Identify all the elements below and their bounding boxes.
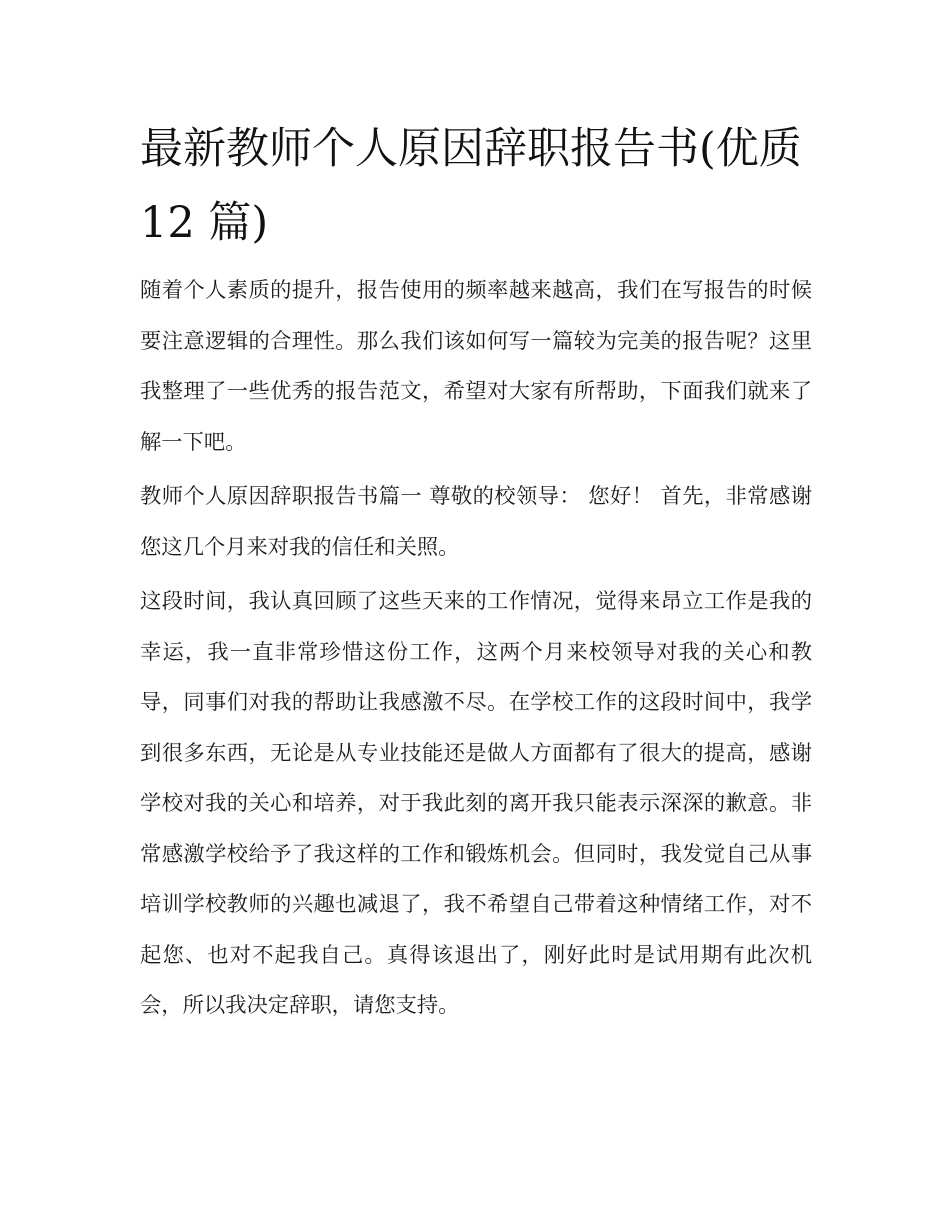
document-body (140, 112, 812, 1036)
document-title: 最新教师个人原因辞职报告书(优质 12 篇) (140, 124, 802, 248)
paragraph-salutation: 教师个人原因辞职报告书篇一 尊敬的校领导： 您好！ 首先，非常感谢您这几个月来对我的信任和关照。 (140, 484, 812, 560)
paragraph-intro: 随着个人素质的提升，报告使用的频率越来越高，我们在写报告的时候要注意逻辑的合理性。那么我们该如何写一篇较为完美的报告呢？这里我整理了一些优秀的报告范文，希望对大家有所帮助，下面我们就来了解一下吧。 (140, 278, 812, 455)
paragraph-body: 这段时间，我认真回顾了这些天来的工作情况，觉得来昂立工作是我的幸运，我一直非常珍惜这份工作，这两个月来校领导对我的关心和教导，同事们对我的帮助让我感激不尽。在学校工作的这段时间中，我学到很多东西，无论是从专业技能还是做人方面都有了很大的提高，感谢学校对我的关心和培养，对于我此刻的离开我只能表示深深的歉意。非常感激学校给予了我这样的工作和锻炼机会。但同时，我发觉自己从事培训学校教师的兴趣也减退了，我不希望自己带着这种情绪工作，对不起您、也对不起我自己。真得该退出了，刚好此时是试用期有此次机会，所以我决定辞职，请您支持。 (140, 589, 812, 1018)
